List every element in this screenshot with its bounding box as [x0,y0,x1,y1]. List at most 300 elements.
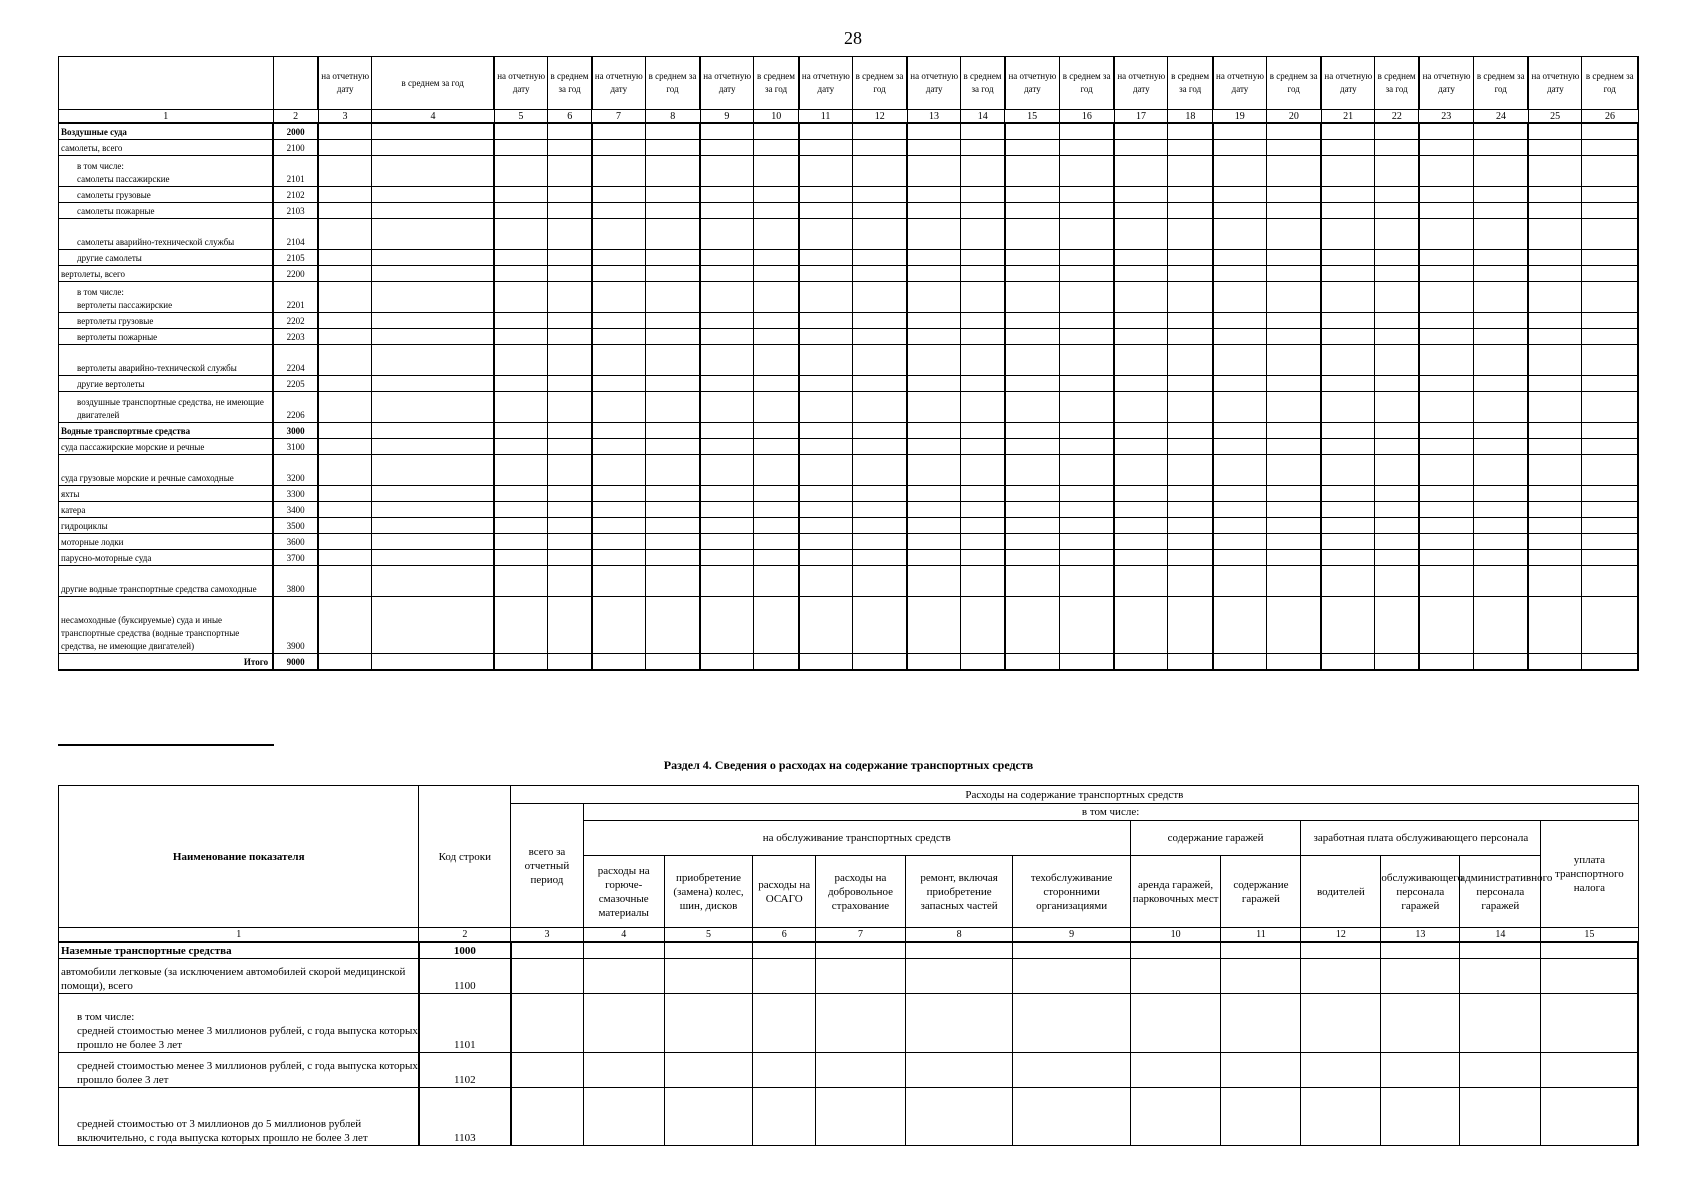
input-cell[interactable] [961,156,1005,187]
input-cell[interactable] [799,313,853,329]
input-cell[interactable] [961,486,1005,502]
input-cell[interactable] [372,534,494,550]
input-cell[interactable] [1060,203,1115,219]
input-cell[interactable] [1114,313,1168,329]
input-cell[interactable] [511,994,584,1053]
input-cell[interactable] [907,534,961,550]
input-cell[interactable] [907,392,961,423]
input-cell[interactable] [1460,994,1541,1053]
input-cell[interactable] [961,203,1005,219]
input-cell[interactable] [494,282,548,313]
input-cell[interactable] [372,597,494,654]
input-cell[interactable] [700,455,754,486]
input-cell[interactable] [1460,942,1541,959]
input-cell[interactable] [1582,250,1638,266]
input-cell[interactable] [754,266,799,282]
input-cell[interactable] [1474,423,1529,439]
input-cell[interactable] [1541,1088,1638,1146]
input-cell[interactable] [852,203,907,219]
input-cell[interactable] [372,219,494,250]
input-cell[interactable] [592,502,646,518]
input-cell[interactable] [816,959,906,994]
input-cell[interactable] [907,140,961,156]
input-cell[interactable] [664,1053,753,1088]
input-cell[interactable] [700,156,754,187]
input-cell[interactable] [1582,140,1638,156]
input-cell[interactable] [1528,654,1582,671]
input-cell[interactable] [1528,439,1582,455]
input-cell[interactable] [907,376,961,392]
input-cell[interactable] [494,455,548,486]
input-cell[interactable] [1013,1088,1130,1146]
input-cell[interactable] [907,156,961,187]
input-cell[interactable] [494,313,548,329]
input-cell[interactable] [1321,250,1375,266]
input-cell[interactable] [754,156,799,187]
input-cell[interactable] [1474,486,1529,502]
input-cell[interactable] [700,486,754,502]
input-cell[interactable] [1060,282,1115,313]
input-cell[interactable] [1267,156,1322,187]
input-cell[interactable] [592,329,646,345]
input-cell[interactable] [1375,376,1419,392]
input-cell[interactable] [1528,423,1582,439]
input-cell[interactable] [1321,266,1375,282]
input-cell[interactable] [583,959,664,994]
input-cell[interactable] [1582,392,1638,423]
input-cell[interactable] [548,654,592,671]
input-cell[interactable] [1474,392,1529,423]
input-cell[interactable] [1375,566,1419,597]
input-cell[interactable] [1474,518,1529,534]
input-cell[interactable] [1221,959,1301,994]
input-cell[interactable] [700,266,754,282]
input-cell[interactable] [1419,597,1474,654]
input-cell[interactable] [1213,502,1267,518]
input-cell[interactable] [961,566,1005,597]
input-cell[interactable] [1060,123,1115,140]
input-cell[interactable] [754,345,799,376]
input-cell[interactable] [907,566,961,597]
input-cell[interactable] [907,597,961,654]
input-cell[interactable] [1321,550,1375,566]
input-cell[interactable] [1221,1088,1301,1146]
input-cell[interactable] [799,156,853,187]
input-cell[interactable] [852,550,907,566]
input-cell[interactable] [1474,566,1529,597]
input-cell[interactable] [799,486,853,502]
input-cell[interactable] [1321,156,1375,187]
input-cell[interactable] [852,439,907,455]
input-cell[interactable] [852,392,907,423]
input-cell[interactable] [1005,423,1060,439]
input-cell[interactable] [1060,439,1115,455]
input-cell[interactable] [1114,345,1168,376]
input-cell[interactable] [1528,566,1582,597]
input-cell[interactable] [754,654,799,671]
input-cell[interactable] [1528,392,1582,423]
input-cell[interactable] [852,566,907,597]
input-cell[interactable] [318,329,372,345]
input-cell[interactable] [372,140,494,156]
input-cell[interactable] [1213,486,1267,502]
input-cell[interactable] [905,994,1013,1053]
input-cell[interactable] [852,486,907,502]
input-cell[interactable] [1114,203,1168,219]
input-cell[interactable] [548,203,592,219]
input-cell[interactable] [1528,219,1582,250]
input-cell[interactable] [1060,502,1115,518]
input-cell[interactable] [1168,156,1213,187]
input-cell[interactable] [583,1088,664,1146]
input-cell[interactable] [1528,313,1582,329]
input-cell[interactable] [907,423,961,439]
input-cell[interactable] [1005,250,1060,266]
input-cell[interactable] [1375,203,1419,219]
input-cell[interactable] [1375,654,1419,671]
input-cell[interactable] [700,329,754,345]
input-cell[interactable] [1381,959,1460,994]
input-cell[interactable] [1267,423,1322,439]
input-cell[interactable] [1114,250,1168,266]
input-cell[interactable] [1267,455,1322,486]
input-cell[interactable] [645,329,700,345]
input-cell[interactable] [700,439,754,455]
input-cell[interactable] [1419,123,1474,140]
input-cell[interactable] [1419,502,1474,518]
input-cell[interactable] [592,455,646,486]
input-cell[interactable] [1375,345,1419,376]
input-cell[interactable] [1267,266,1322,282]
input-cell[interactable] [1474,266,1529,282]
input-cell[interactable] [645,219,700,250]
input-cell[interactable] [816,1053,906,1088]
input-cell[interactable] [548,566,592,597]
input-cell[interactable] [1375,313,1419,329]
input-cell[interactable] [1005,455,1060,486]
input-cell[interactable] [1168,187,1213,203]
input-cell[interactable] [961,534,1005,550]
input-cell[interactable] [1221,1053,1301,1088]
input-cell[interactable] [318,203,372,219]
input-cell[interactable] [1060,566,1115,597]
input-cell[interactable] [1114,518,1168,534]
input-cell[interactable] [1582,502,1638,518]
input-cell[interactable] [1460,1053,1541,1088]
input-cell[interactable] [548,550,592,566]
input-cell[interactable] [754,329,799,345]
input-cell[interactable] [1321,140,1375,156]
input-cell[interactable] [1419,439,1474,455]
input-cell[interactable] [1114,123,1168,140]
input-cell[interactable] [372,376,494,392]
input-cell[interactable] [494,502,548,518]
input-cell[interactable] [1419,392,1474,423]
input-cell[interactable] [1321,123,1375,140]
input-cell[interactable] [799,203,853,219]
input-cell[interactable] [907,518,961,534]
input-cell[interactable] [592,550,646,566]
input-cell[interactable] [1267,187,1322,203]
input-cell[interactable] [1060,392,1115,423]
input-cell[interactable] [1474,219,1529,250]
input-cell[interactable] [1528,250,1582,266]
input-cell[interactable] [1582,423,1638,439]
input-cell[interactable] [318,597,372,654]
input-cell[interactable] [852,266,907,282]
input-cell[interactable] [1114,534,1168,550]
input-cell[interactable] [961,597,1005,654]
input-cell[interactable] [372,566,494,597]
input-cell[interactable] [1528,156,1582,187]
input-cell[interactable] [1213,329,1267,345]
input-cell[interactable] [1168,534,1213,550]
input-cell[interactable] [754,250,799,266]
input-cell[interactable] [961,345,1005,376]
input-cell[interactable] [799,250,853,266]
input-cell[interactable] [1582,345,1638,376]
input-cell[interactable] [1419,376,1474,392]
input-cell[interactable] [318,502,372,518]
input-cell[interactable] [1541,994,1638,1053]
input-cell[interactable] [494,550,548,566]
input-cell[interactable] [816,1088,906,1146]
input-cell[interactable] [494,566,548,597]
input-cell[interactable] [1060,140,1115,156]
input-cell[interactable] [318,313,372,329]
input-cell[interactable] [905,959,1013,994]
input-cell[interactable] [318,219,372,250]
input-cell[interactable] [645,534,700,550]
input-cell[interactable] [1419,518,1474,534]
input-cell[interactable] [1114,486,1168,502]
input-cell[interactable] [1582,550,1638,566]
input-cell[interactable] [372,187,494,203]
input-cell[interactable] [494,654,548,671]
input-cell[interactable] [852,187,907,203]
input-cell[interactable] [907,329,961,345]
input-cell[interactable] [799,654,853,671]
input-cell[interactable] [1321,345,1375,376]
input-cell[interactable] [1114,455,1168,486]
input-cell[interactable] [700,566,754,597]
input-cell[interactable] [1582,219,1638,250]
input-cell[interactable] [1060,423,1115,439]
input-cell[interactable] [592,423,646,439]
input-cell[interactable] [1267,282,1322,313]
input-cell[interactable] [1474,250,1529,266]
input-cell[interactable] [494,266,548,282]
input-cell[interactable] [1060,250,1115,266]
input-cell[interactable] [494,597,548,654]
input-cell[interactable] [494,534,548,550]
input-cell[interactable] [852,654,907,671]
input-cell[interactable] [548,376,592,392]
input-cell[interactable] [1130,1088,1221,1146]
input-cell[interactable] [583,1053,664,1088]
input-cell[interactable] [1419,329,1474,345]
input-cell[interactable] [1168,282,1213,313]
input-cell[interactable] [1005,219,1060,250]
input-cell[interactable] [961,282,1005,313]
input-cell[interactable] [1528,597,1582,654]
input-cell[interactable] [318,282,372,313]
input-cell[interactable] [799,455,853,486]
input-cell[interactable] [318,534,372,550]
input-cell[interactable] [1375,486,1419,502]
input-cell[interactable] [592,313,646,329]
input-cell[interactable] [907,345,961,376]
input-cell[interactable] [318,392,372,423]
input-cell[interactable] [511,959,584,994]
input-cell[interactable] [961,423,1005,439]
input-cell[interactable] [1213,187,1267,203]
input-cell[interactable] [799,502,853,518]
input-cell[interactable] [372,518,494,534]
input-cell[interactable] [494,392,548,423]
input-cell[interactable] [318,566,372,597]
input-cell[interactable] [700,313,754,329]
input-cell[interactable] [907,219,961,250]
input-cell[interactable] [1005,313,1060,329]
input-cell[interactable] [1060,486,1115,502]
input-cell[interactable] [907,486,961,502]
input-cell[interactable] [1060,156,1115,187]
input-cell[interactable] [799,187,853,203]
input-cell[interactable] [852,140,907,156]
input-cell[interactable] [664,994,753,1053]
input-cell[interactable] [1419,282,1474,313]
input-cell[interactable] [645,486,700,502]
input-cell[interactable] [1582,203,1638,219]
input-cell[interactable] [1114,392,1168,423]
input-cell[interactable] [1419,266,1474,282]
input-cell[interactable] [1267,502,1322,518]
input-cell[interactable] [592,566,646,597]
input-cell[interactable] [592,654,646,671]
input-cell[interactable] [1301,1088,1381,1146]
input-cell[interactable] [1168,502,1213,518]
input-cell[interactable] [1213,566,1267,597]
input-cell[interactable] [961,266,1005,282]
input-cell[interactable] [1267,219,1322,250]
input-cell[interactable] [372,392,494,423]
input-cell[interactable] [1381,942,1460,959]
input-cell[interactable] [592,392,646,423]
input-cell[interactable] [961,250,1005,266]
input-cell[interactable] [799,566,853,597]
input-cell[interactable] [1474,597,1529,654]
input-cell[interactable] [664,1088,753,1146]
input-cell[interactable] [1528,345,1582,376]
input-cell[interactable] [494,423,548,439]
input-cell[interactable] [1321,455,1375,486]
input-cell[interactable] [372,123,494,140]
input-cell[interactable] [372,313,494,329]
input-cell[interactable] [754,455,799,486]
input-cell[interactable] [961,123,1005,140]
input-cell[interactable] [1267,392,1322,423]
input-cell[interactable] [1267,376,1322,392]
input-cell[interactable] [1005,534,1060,550]
input-cell[interactable] [372,550,494,566]
input-cell[interactable] [494,329,548,345]
input-cell[interactable] [753,942,816,959]
input-cell[interactable] [645,203,700,219]
input-cell[interactable] [318,376,372,392]
input-cell[interactable] [1301,959,1381,994]
input-cell[interactable] [754,439,799,455]
input-cell[interactable] [1213,282,1267,313]
input-cell[interactable] [1321,313,1375,329]
input-cell[interactable] [1213,123,1267,140]
input-cell[interactable] [753,1053,816,1088]
input-cell[interactable] [1321,518,1375,534]
input-cell[interactable] [905,942,1013,959]
input-cell[interactable] [372,486,494,502]
input-cell[interactable] [1213,534,1267,550]
input-cell[interactable] [1213,597,1267,654]
input-cell[interactable] [645,550,700,566]
input-cell[interactable] [1168,439,1213,455]
input-cell[interactable] [494,156,548,187]
input-cell[interactable] [1213,203,1267,219]
input-cell[interactable] [1582,329,1638,345]
input-cell[interactable] [799,219,853,250]
input-cell[interactable] [1582,518,1638,534]
input-cell[interactable] [852,219,907,250]
input-cell[interactable] [1528,534,1582,550]
input-cell[interactable] [1582,123,1638,140]
input-cell[interactable] [753,959,816,994]
input-cell[interactable] [1060,219,1115,250]
input-cell[interactable] [1168,313,1213,329]
input-cell[interactable] [1114,502,1168,518]
input-cell[interactable] [700,654,754,671]
input-cell[interactable] [700,597,754,654]
input-cell[interactable] [494,518,548,534]
input-cell[interactable] [754,187,799,203]
input-cell[interactable] [548,455,592,486]
input-cell[interactable] [700,282,754,313]
input-cell[interactable] [1419,534,1474,550]
input-cell[interactable] [1582,266,1638,282]
input-cell[interactable] [1474,123,1529,140]
input-cell[interactable] [961,187,1005,203]
input-cell[interactable] [852,534,907,550]
input-cell[interactable] [1005,140,1060,156]
input-cell[interactable] [1541,942,1638,959]
input-cell[interactable] [799,140,853,156]
input-cell[interactable] [1213,550,1267,566]
input-cell[interactable] [1474,313,1529,329]
input-cell[interactable] [1474,455,1529,486]
input-cell[interactable] [1528,329,1582,345]
input-cell[interactable] [852,156,907,187]
input-cell[interactable] [907,439,961,455]
input-cell[interactable] [645,566,700,597]
input-cell[interactable] [592,282,646,313]
input-cell[interactable] [1528,266,1582,282]
input-cell[interactable] [1114,282,1168,313]
input-cell[interactable] [754,597,799,654]
input-cell[interactable] [1528,376,1582,392]
input-cell[interactable] [1005,502,1060,518]
input-cell[interactable] [799,376,853,392]
input-cell[interactable] [1321,423,1375,439]
input-cell[interactable] [700,423,754,439]
input-cell[interactable] [754,550,799,566]
